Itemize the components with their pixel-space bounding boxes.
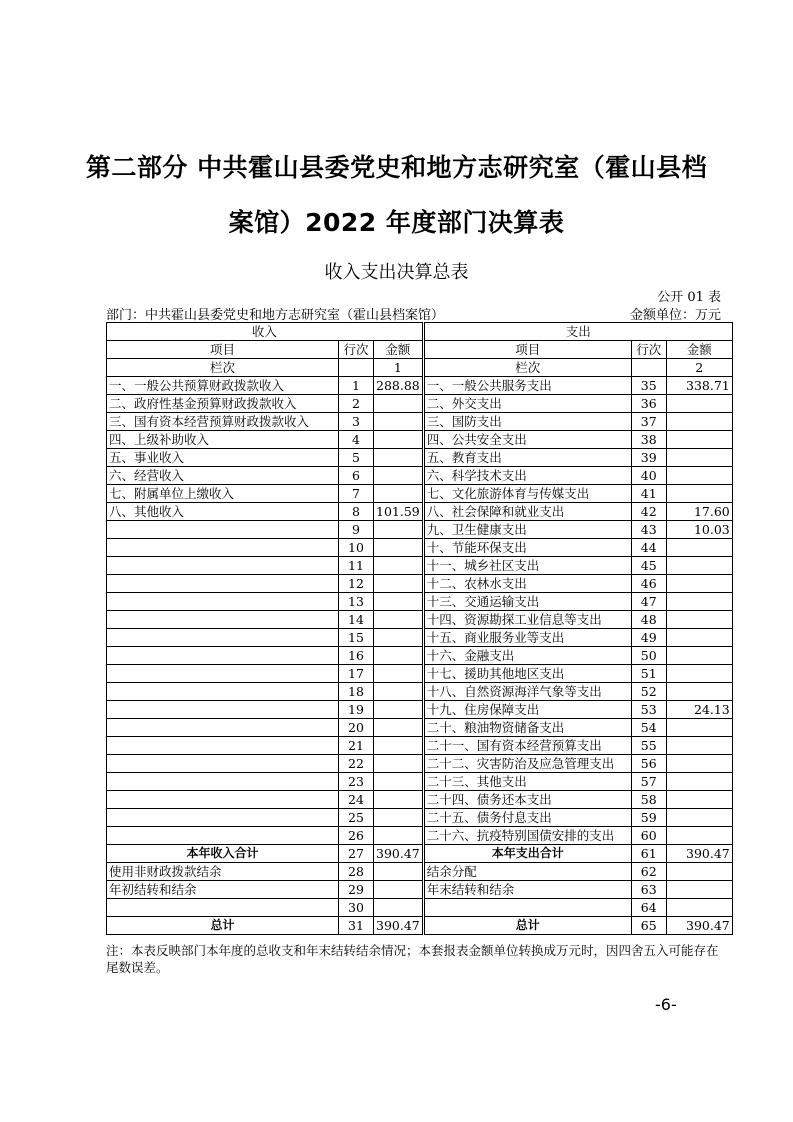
expense-row-no-header: 行次 — [631, 341, 666, 359]
income-item: 三、国有资本经营预算财政拨款收入 — [107, 413, 339, 431]
income-amount — [374, 521, 424, 539]
expense-row-number: 59 — [631, 809, 666, 827]
department-label: 部门：中共霍山县委党史和地方志研究室（霍山县档案馆） — [106, 308, 445, 323]
income-row-number: 8 — [339, 503, 374, 521]
income-amount — [374, 899, 424, 917]
expense-row-number: 37 — [631, 413, 666, 431]
income-row-number: 11 — [339, 557, 374, 575]
table-row — [107, 575, 733, 593]
table-row — [107, 539, 733, 557]
income-column-number: 1 — [374, 359, 424, 377]
expense-amount: 10.03 — [666, 521, 732, 539]
table-row — [107, 521, 733, 539]
document-title-line2: 案馆）2022 年度部门决算表 — [228, 208, 565, 237]
form-number: 公开 01 表 — [657, 290, 721, 305]
income-item-header: 项目 — [107, 341, 339, 359]
expense-row-number: 60 — [631, 827, 666, 845]
expense-item: 十九、住房保障支出 — [423, 701, 631, 719]
expense-amount — [666, 467, 732, 485]
table-row — [107, 791, 733, 809]
expense-header: 支出 — [423, 323, 732, 341]
income-row-number: 1 — [339, 377, 374, 395]
expense-amount — [666, 611, 732, 629]
income-amount — [374, 539, 424, 557]
income-row-number: 20 — [339, 719, 374, 737]
expense-amount — [666, 449, 732, 467]
expense-item: 年末结转和结余 — [423, 881, 631, 899]
table-row — [107, 719, 733, 737]
income-row-number: 18 — [339, 683, 374, 701]
income-item: 年初结转和结余 — [107, 881, 339, 899]
expense-row-number: 40 — [631, 467, 666, 485]
income-amount — [374, 863, 424, 881]
expense-item: 七、文化旅游体育与传媒支出 — [423, 485, 631, 503]
income-row-number: 19 — [339, 701, 374, 719]
expense-row-number: 41 — [631, 485, 666, 503]
income-item — [107, 701, 339, 719]
income-amount: 288.88 — [374, 377, 424, 395]
expense-item: 十八、自然资源海洋气象等支出 — [423, 683, 631, 701]
expense-item: 九、卫生健康支出 — [423, 521, 631, 539]
expense-row-number: 63 — [631, 881, 666, 899]
expense-item: 八、社会保障和就业支出 — [423, 503, 631, 521]
expense-item: 十二、农林水支出 — [423, 575, 631, 593]
income-row-number: 13 — [339, 593, 374, 611]
expense-row-number: 44 — [631, 539, 666, 557]
income-amount — [374, 485, 424, 503]
table-row — [107, 503, 733, 521]
expense-total-row-number: 61 — [631, 845, 666, 863]
income-amount — [374, 809, 424, 827]
income-expense-table — [106, 322, 733, 935]
income-lanci-label: 栏次 — [107, 359, 339, 377]
expense-amount — [666, 809, 732, 827]
column-header-row — [107, 341, 733, 359]
expense-row-number: 57 — [631, 773, 666, 791]
expense-amount — [666, 539, 732, 557]
income-item — [107, 791, 339, 809]
income-item — [107, 557, 339, 575]
expense-row-number: 46 — [631, 575, 666, 593]
page-number: -6- — [655, 995, 677, 1014]
expense-row-number: 35 — [631, 377, 666, 395]
table-row — [107, 485, 733, 503]
income-amount — [374, 755, 424, 773]
income-row-number: 14 — [339, 611, 374, 629]
expense-row-number: 62 — [631, 863, 666, 881]
income-item — [107, 899, 339, 917]
income-amount — [374, 611, 424, 629]
expense-item: 十一、城乡社区支出 — [423, 557, 631, 575]
expense-amount — [666, 413, 732, 431]
income-row-number: 23 — [339, 773, 374, 791]
expense-row-number: 43 — [631, 521, 666, 539]
expense-amount — [666, 737, 732, 755]
expense-item: 一、一般公共服务支出 — [423, 377, 631, 395]
income-item — [107, 629, 339, 647]
income-row-number: 4 — [339, 431, 374, 449]
expense-item: 六、科学技术支出 — [423, 467, 631, 485]
expense-item: 五、教育支出 — [423, 449, 631, 467]
income-amount — [374, 557, 424, 575]
income-item: 八、其他收入 — [107, 503, 339, 521]
table-title: 收入支出决算总表 — [324, 262, 469, 283]
expense-item: 十七、援助其他地区支出 — [423, 665, 631, 683]
expense-item: 二十三、其他支出 — [423, 773, 631, 791]
income-item — [107, 809, 339, 827]
income-amount — [374, 575, 424, 593]
income-row-number: 6 — [339, 467, 374, 485]
income-item — [107, 575, 339, 593]
expense-amount — [666, 683, 732, 701]
income-item — [107, 665, 339, 683]
expense-row-number: 49 — [631, 629, 666, 647]
table-row — [107, 701, 733, 719]
income-amount — [374, 881, 424, 899]
income-amount — [374, 773, 424, 791]
income-amount — [374, 395, 424, 413]
income-row-no-header: 行次 — [339, 341, 374, 359]
income-item — [107, 593, 339, 611]
expense-row-number: 36 — [631, 395, 666, 413]
income-amount — [374, 719, 424, 737]
income-grand-total-label: 总计 — [107, 917, 339, 935]
income-row-number: 17 — [339, 665, 374, 683]
footnote: 注：本表反映部门本年度的总收支和年末结转结余情况；本套报表金额单位转换成万元时，因四舍五入可能存在尾数误差。 — [106, 943, 719, 975]
expense-item: 二十一、国有资本经营预算支出 — [423, 737, 631, 755]
expense-row-number: 56 — [631, 755, 666, 773]
table-row — [107, 449, 733, 467]
income-row-number: 24 — [339, 791, 374, 809]
expense-amount — [666, 863, 732, 881]
income-total-row-number: 27 — [339, 845, 374, 863]
income-row-number: 30 — [339, 899, 374, 917]
income-amount — [374, 647, 424, 665]
expense-grand-total-amount: 390.47 — [666, 917, 732, 935]
table-row — [107, 809, 733, 827]
expense-row-number: 39 — [631, 449, 666, 467]
expense-row-number: 38 — [631, 431, 666, 449]
income-row-number: 25 — [339, 809, 374, 827]
table-row — [107, 863, 733, 881]
document-title-line1: 第二部分 中共霍山县委党史和地方志研究室（霍山县档 — [85, 153, 708, 182]
income-row-number: 10 — [339, 539, 374, 557]
expense-item: 二十二、灾害防治及应急管理支出 — [423, 755, 631, 773]
expense-amount: 24.13 — [666, 701, 732, 719]
income-item: 四、上级补助收入 — [107, 431, 339, 449]
expense-item — [423, 899, 631, 917]
income-item — [107, 611, 339, 629]
expense-amount-header: 金额 — [666, 341, 732, 359]
income-amount-header: 金额 — [374, 341, 424, 359]
table-row — [107, 413, 733, 431]
table-row — [107, 629, 733, 647]
income-amount — [374, 701, 424, 719]
income-item — [107, 539, 339, 557]
expense-item: 结余分配 — [423, 863, 631, 881]
table-row — [107, 683, 733, 701]
expense-row-number: 55 — [631, 737, 666, 755]
income-row-number: 9 — [339, 521, 374, 539]
income-row-number: 7 — [339, 485, 374, 503]
table-row — [107, 611, 733, 629]
income-grand-total-row-number: 31 — [339, 917, 374, 935]
expense-item-header: 项目 — [423, 341, 631, 359]
expense-row-number: 52 — [631, 683, 666, 701]
income-amount: 101.59 — [374, 503, 424, 521]
annual-total-row — [107, 845, 733, 863]
expense-amount — [666, 773, 732, 791]
income-header: 收入 — [107, 323, 424, 341]
expense-row-number: 50 — [631, 647, 666, 665]
income-item — [107, 737, 339, 755]
income-item — [107, 773, 339, 791]
expense-amount: 338.71 — [666, 377, 732, 395]
table-row — [107, 881, 733, 899]
expense-amount — [666, 593, 732, 611]
expense-amount — [666, 485, 732, 503]
income-item: 使用非财政拨款结余 — [107, 863, 339, 881]
income-amount — [374, 683, 424, 701]
income-amount — [374, 791, 424, 809]
expense-amount — [666, 575, 732, 593]
expense-amount: 17.60 — [666, 503, 732, 521]
income-amount — [374, 431, 424, 449]
expense-item: 十四、资源勘探工业信息等支出 — [423, 611, 631, 629]
table-row — [107, 557, 733, 575]
expense-row-number: 53 — [631, 701, 666, 719]
income-row-number: 28 — [339, 863, 374, 881]
income-item: 二、政府性基金预算财政拨款收入 — [107, 395, 339, 413]
expense-amount — [666, 827, 732, 845]
table-row — [107, 737, 733, 755]
expense-row-number: 64 — [631, 899, 666, 917]
table-row — [107, 773, 733, 791]
income-item: 六、经营收入 — [107, 467, 339, 485]
income-item — [107, 683, 339, 701]
income-row-number: 16 — [339, 647, 374, 665]
table-row — [107, 395, 733, 413]
expense-item: 二十六、抗疫特别国债安排的支出 — [423, 827, 631, 845]
expense-amount — [666, 647, 732, 665]
table-row — [107, 665, 733, 683]
income-amount — [374, 449, 424, 467]
income-row-number: 22 — [339, 755, 374, 773]
table-row — [107, 467, 733, 485]
income-grand-total-amount: 390.47 — [374, 917, 424, 935]
income-item: 七、附属单位上缴收入 — [107, 485, 339, 503]
expense-total-amount: 390.47 — [666, 845, 732, 863]
grand-total-row — [107, 917, 733, 935]
expense-amount — [666, 881, 732, 899]
table-row — [107, 755, 733, 773]
expense-item: 十、节能环保支出 — [423, 539, 631, 557]
expense-row-number: 42 — [631, 503, 666, 521]
expense-amount — [666, 791, 732, 809]
income-amount — [374, 593, 424, 611]
income-item — [107, 827, 339, 845]
income-amount — [374, 737, 424, 755]
income-item — [107, 719, 339, 737]
income-total-label: 本年收入合计 — [107, 845, 339, 863]
expense-row-number: 51 — [631, 665, 666, 683]
income-item — [107, 647, 339, 665]
empty-cell — [339, 359, 374, 377]
expense-row-number: 47 — [631, 593, 666, 611]
income-item — [107, 755, 339, 773]
expense-lanci-label: 栏次 — [423, 359, 631, 377]
income-amount — [374, 629, 424, 647]
expense-item: 十六、金融支出 — [423, 647, 631, 665]
income-row-number: 3 — [339, 413, 374, 431]
amount-unit: 金额单位：万元 — [629, 308, 721, 323]
expense-item: 二、外交支出 — [423, 395, 631, 413]
income-row-number: 2 — [339, 395, 374, 413]
income-row-number: 15 — [339, 629, 374, 647]
expense-amount — [666, 431, 732, 449]
income-amount — [374, 665, 424, 683]
expense-amount — [666, 395, 732, 413]
expense-row-number: 48 — [631, 611, 666, 629]
empty-cell — [631, 359, 666, 377]
expense-amount — [666, 899, 732, 917]
income-item — [107, 521, 339, 539]
expense-row-number: 54 — [631, 719, 666, 737]
income-amount — [374, 827, 424, 845]
expense-item: 十五、商业服务业等支出 — [423, 629, 631, 647]
section-header-row — [107, 323, 733, 341]
expense-item: 三、国防支出 — [423, 413, 631, 431]
expense-grand-total-label: 总计 — [423, 917, 631, 935]
table-row — [107, 377, 733, 395]
expense-total-label: 本年支出合计 — [423, 845, 631, 863]
income-row-number: 26 — [339, 827, 374, 845]
income-item: 五、事业收入 — [107, 449, 339, 467]
income-amount — [374, 467, 424, 485]
expense-column-number: 2 — [666, 359, 732, 377]
column-number-row — [107, 359, 733, 377]
table-row — [107, 899, 733, 917]
expense-item: 十三、交通运输支出 — [423, 593, 631, 611]
expense-amount — [666, 719, 732, 737]
income-amount — [374, 413, 424, 431]
income-row-number: 21 — [339, 737, 374, 755]
expense-item: 二十五、债务付息支出 — [423, 809, 631, 827]
expense-amount — [666, 755, 732, 773]
expense-amount — [666, 665, 732, 683]
expense-item: 四、公共安全支出 — [423, 431, 631, 449]
income-row-number: 12 — [339, 575, 374, 593]
income-item: 一、一般公共预算财政拨款收入 — [107, 377, 339, 395]
table-row — [107, 827, 733, 845]
income-row-number: 5 — [339, 449, 374, 467]
expense-item: 二十四、债务还本支出 — [423, 791, 631, 809]
table-row — [107, 647, 733, 665]
expense-row-number: 58 — [631, 791, 666, 809]
table-row — [107, 593, 733, 611]
income-row-number: 29 — [339, 881, 374, 899]
table-row — [107, 431, 733, 449]
expense-amount — [666, 557, 732, 575]
expense-grand-total-row-number: 65 — [631, 917, 666, 935]
expense-item: 二十、粮油物资储备支出 — [423, 719, 631, 737]
expense-row-number: 45 — [631, 557, 666, 575]
income-total-amount: 390.47 — [374, 845, 424, 863]
expense-amount — [666, 629, 732, 647]
